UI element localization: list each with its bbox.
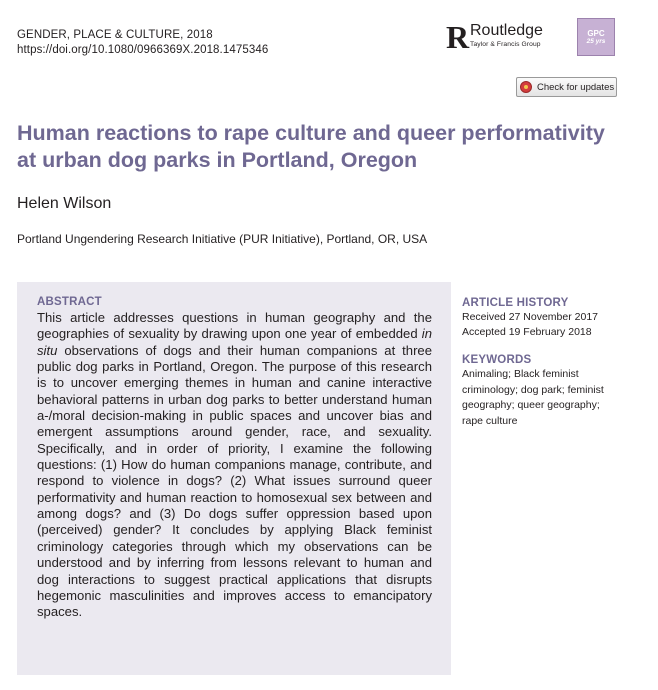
anniversary-badge [577, 18, 615, 56]
accepted-date: Accepted 19 February 2018 [462, 326, 592, 338]
crossmark-icon [520, 81, 532, 93]
received-date: Received 27 November 2017 [462, 311, 598, 323]
abstract-box [17, 282, 451, 675]
history-heading: ARTICLE HISTORY [462, 297, 569, 309]
article-sidebar [462, 296, 642, 429]
badge-top-text: GPC [587, 28, 605, 38]
keywords-list: Animaling; Black feminist criminology; dog park; feminist geography; queer geography; rape culture [462, 368, 604, 427]
journal-name: GENDER, PLACE & CULTURE, 2018 [17, 29, 213, 41]
routledge-r-glyph: R [446, 19, 470, 55]
routledge-mark [446, 19, 470, 56]
publisher-logo [446, 19, 543, 56]
abstract-text-part2: observations of dogs and their human companions at three public dog parks in Portland, Oregon. The purpose of this research is to uncover emerging themes in human and canine interactive behavioral patterns in urban dog parks to better understand human a-/moral decision-making in public spaces and uncover bias and emergent assumptions around gender, race, and sexuality. Specifically, and in order of priority, I examine the following questions: (1) How do human companions manage, contribute, and respond to violence in dogs? (2) What issues surround queer performativity and human reaction to homosexual sex between and among dogs? and (3) Do dogs suffer oppression based upon (perceived) gender? It concludes by applying Black feminist criminology categories through which my observations can be understood and by inferring from lessons relevant to human and dog interactions to suggest practical applications that disrupts hegemonic masculinities and improves access to emancipatory spaces. [37, 342, 432, 620]
author-name[interactable]: Helen Wilson [17, 195, 112, 212]
check-for-updates-label: Check for updates [537, 81, 615, 93]
publisher-subtitle: Taylor & Francis Group [470, 41, 541, 48]
badge-middle-text: 25 yrs [586, 37, 606, 45]
check-for-updates-button[interactable] [516, 77, 617, 97]
author-affiliation: Portland Ungendering Research Initiative (PUR Initiative), Portland, OR, USA [17, 232, 428, 246]
journal-header [17, 28, 268, 58]
abstract-emphasis: in situ [37, 326, 432, 358]
keywords-heading: KEYWORDS [462, 354, 532, 366]
publisher-name: Routledge [470, 22, 543, 39]
abstract-text [37, 310, 432, 621]
abstract-heading: ABSTRACT [37, 296, 102, 308]
abstract-text-part1: This article addresses questions in human geography and the geographies of sexuality by drawing upon one year of embedded [37, 310, 432, 342]
doi-link[interactable]: https://doi.org/10.1080/0966369X.2018.1475346 [17, 44, 269, 56]
article-title: Human reactions to rape culture and queer performativity at urban dog parks in Portland, Oregon [17, 121, 605, 172]
